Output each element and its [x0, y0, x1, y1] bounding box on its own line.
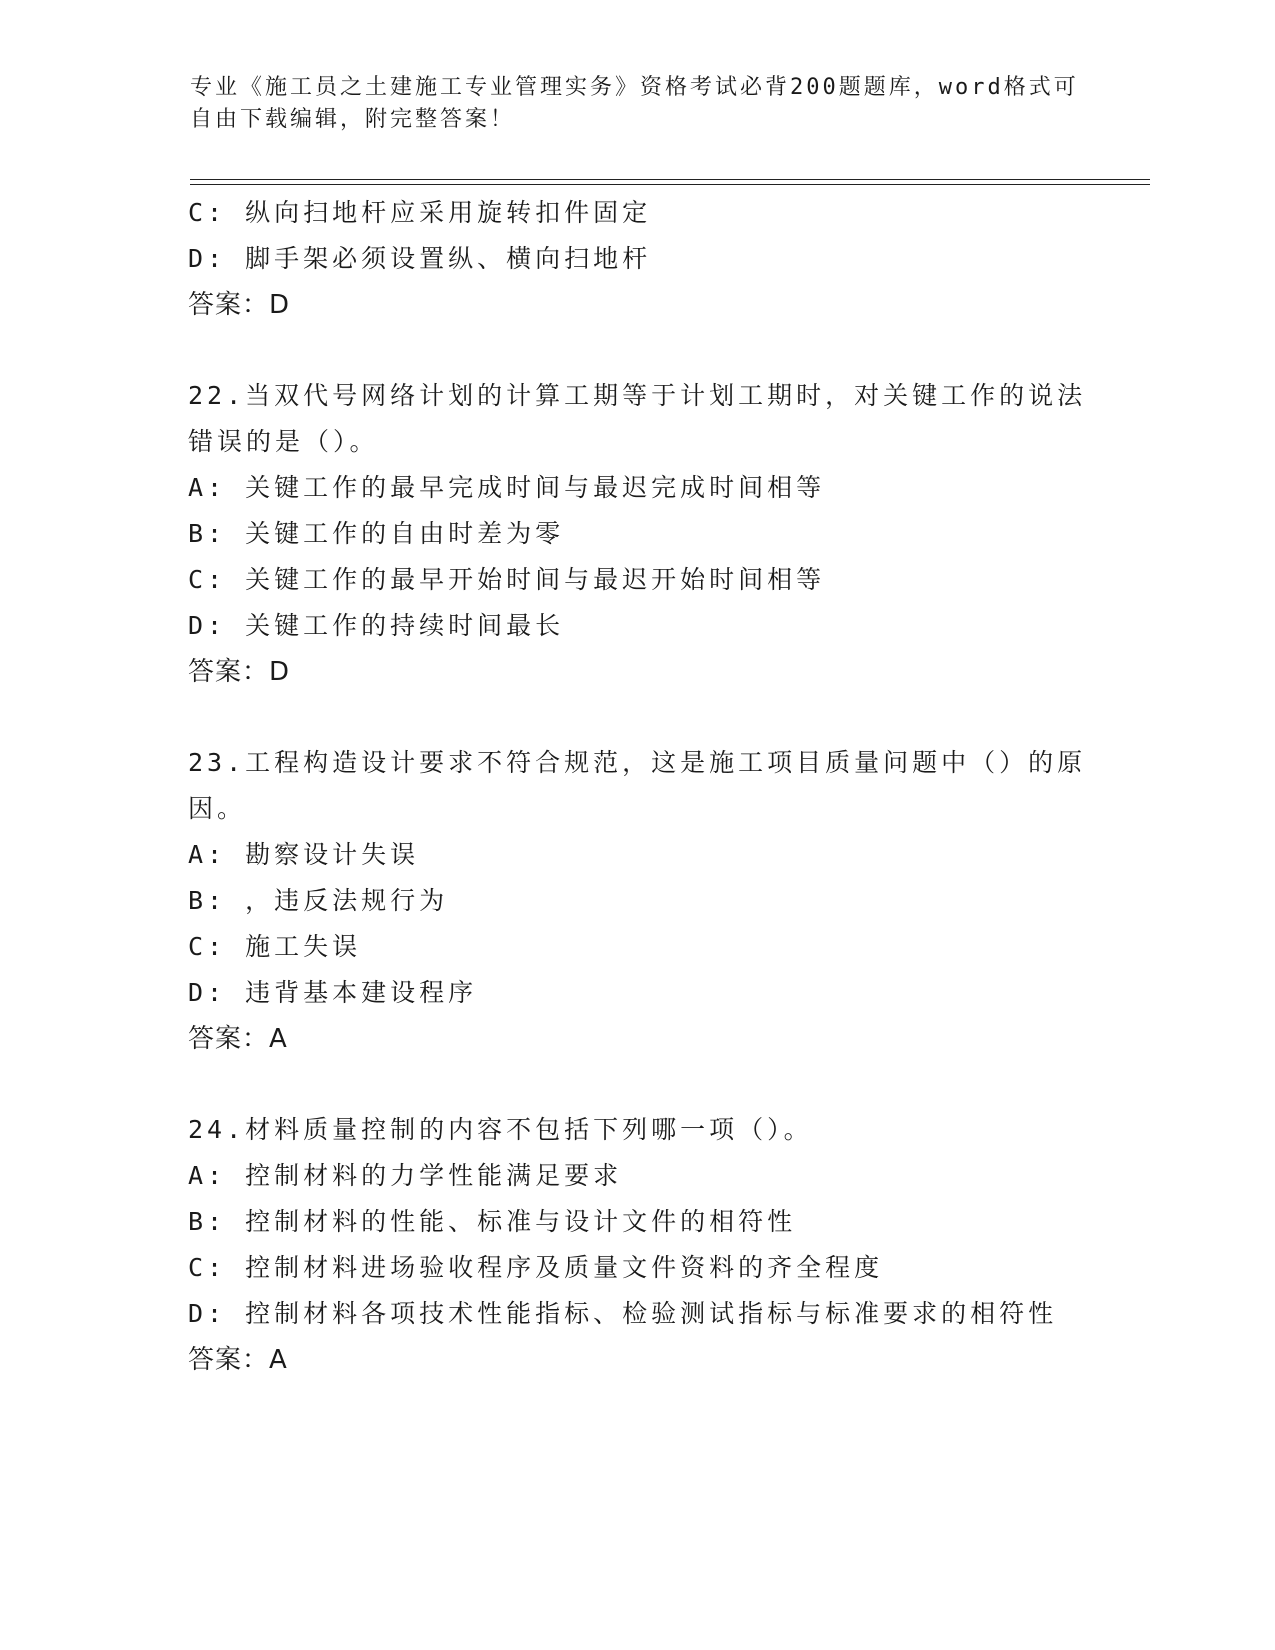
question-list — [188, 190, 1088, 1383]
header-line-1: 专业《施工员之土建施工专业管理实务》资格考试必背200题题库，word格式可 — [190, 75, 1079, 100]
option-c: C: 关键工作的最早开始时间与最迟开始时间相等 — [188, 565, 826, 594]
header-rule-top — [190, 179, 1150, 180]
answer-line: 答案：D — [188, 657, 291, 687]
option-d: D: 关键工作的持续时间最长 — [188, 611, 565, 640]
option-c: C: 纵向扫地杆应采用旋转扣件固定 — [188, 198, 652, 227]
question-23 — [188, 740, 1088, 1062]
option-a: A: 控制材料的力学性能满足要求 — [188, 1161, 623, 1190]
option-b: B: 关键工作的自由时差为零 — [188, 519, 565, 548]
question-stem-line-1: 23.工程构造设计要求不符合规范，这是施工项目质量问题中（）的原 — [188, 748, 1087, 777]
spacer — [188, 1062, 1088, 1107]
question-24 — [188, 1107, 1088, 1383]
question-22 — [188, 373, 1088, 695]
answer-line: 答案：A — [188, 1024, 288, 1054]
document-header — [190, 72, 1090, 136]
header-line-2: 自由下载编辑，附完整答案！ — [190, 107, 516, 132]
option-d: D: 脚手架必须设置纵、横向扫地杆 — [188, 244, 652, 273]
option-b: B: 控制材料的性能、标准与设计文件的相符性 — [188, 1207, 797, 1236]
question-stem-line-2: 因。 — [188, 794, 247, 823]
answer-line: 答案：A — [188, 1345, 288, 1375]
question-stem-line-1: 22.当双代号网络计划的计算工期等于计划工期时，对关键工作的说法 — [188, 381, 1087, 410]
spacer — [188, 328, 1088, 373]
option-b: B: ，违反法规行为 — [188, 886, 449, 915]
answer-line: 答案：D — [188, 290, 291, 320]
option-c: C: 施工失误 — [188, 932, 362, 961]
option-a: A: 关键工作的最早完成时间与最迟完成时间相等 — [188, 473, 826, 502]
question-stem-line-2: 错误的是（）。 — [188, 427, 379, 456]
question-stem-line-1: 24.材料质量控制的内容不包括下列哪一项（）。 — [188, 1115, 813, 1144]
header-rule-bottom — [190, 184, 1150, 185]
previous-question-tail — [188, 190, 1088, 328]
option-d: D: 控制材料各项技术性能指标、检验测试指标与标准要求的相符性 — [188, 1299, 1058, 1328]
spacer — [188, 695, 1088, 740]
option-d: D: 违背基本建设程序 — [188, 978, 478, 1007]
option-a: A: 勘察设计失误 — [188, 840, 420, 869]
option-c: C: 控制材料进场验收程序及质量文件资料的齐全程度 — [188, 1253, 884, 1282]
